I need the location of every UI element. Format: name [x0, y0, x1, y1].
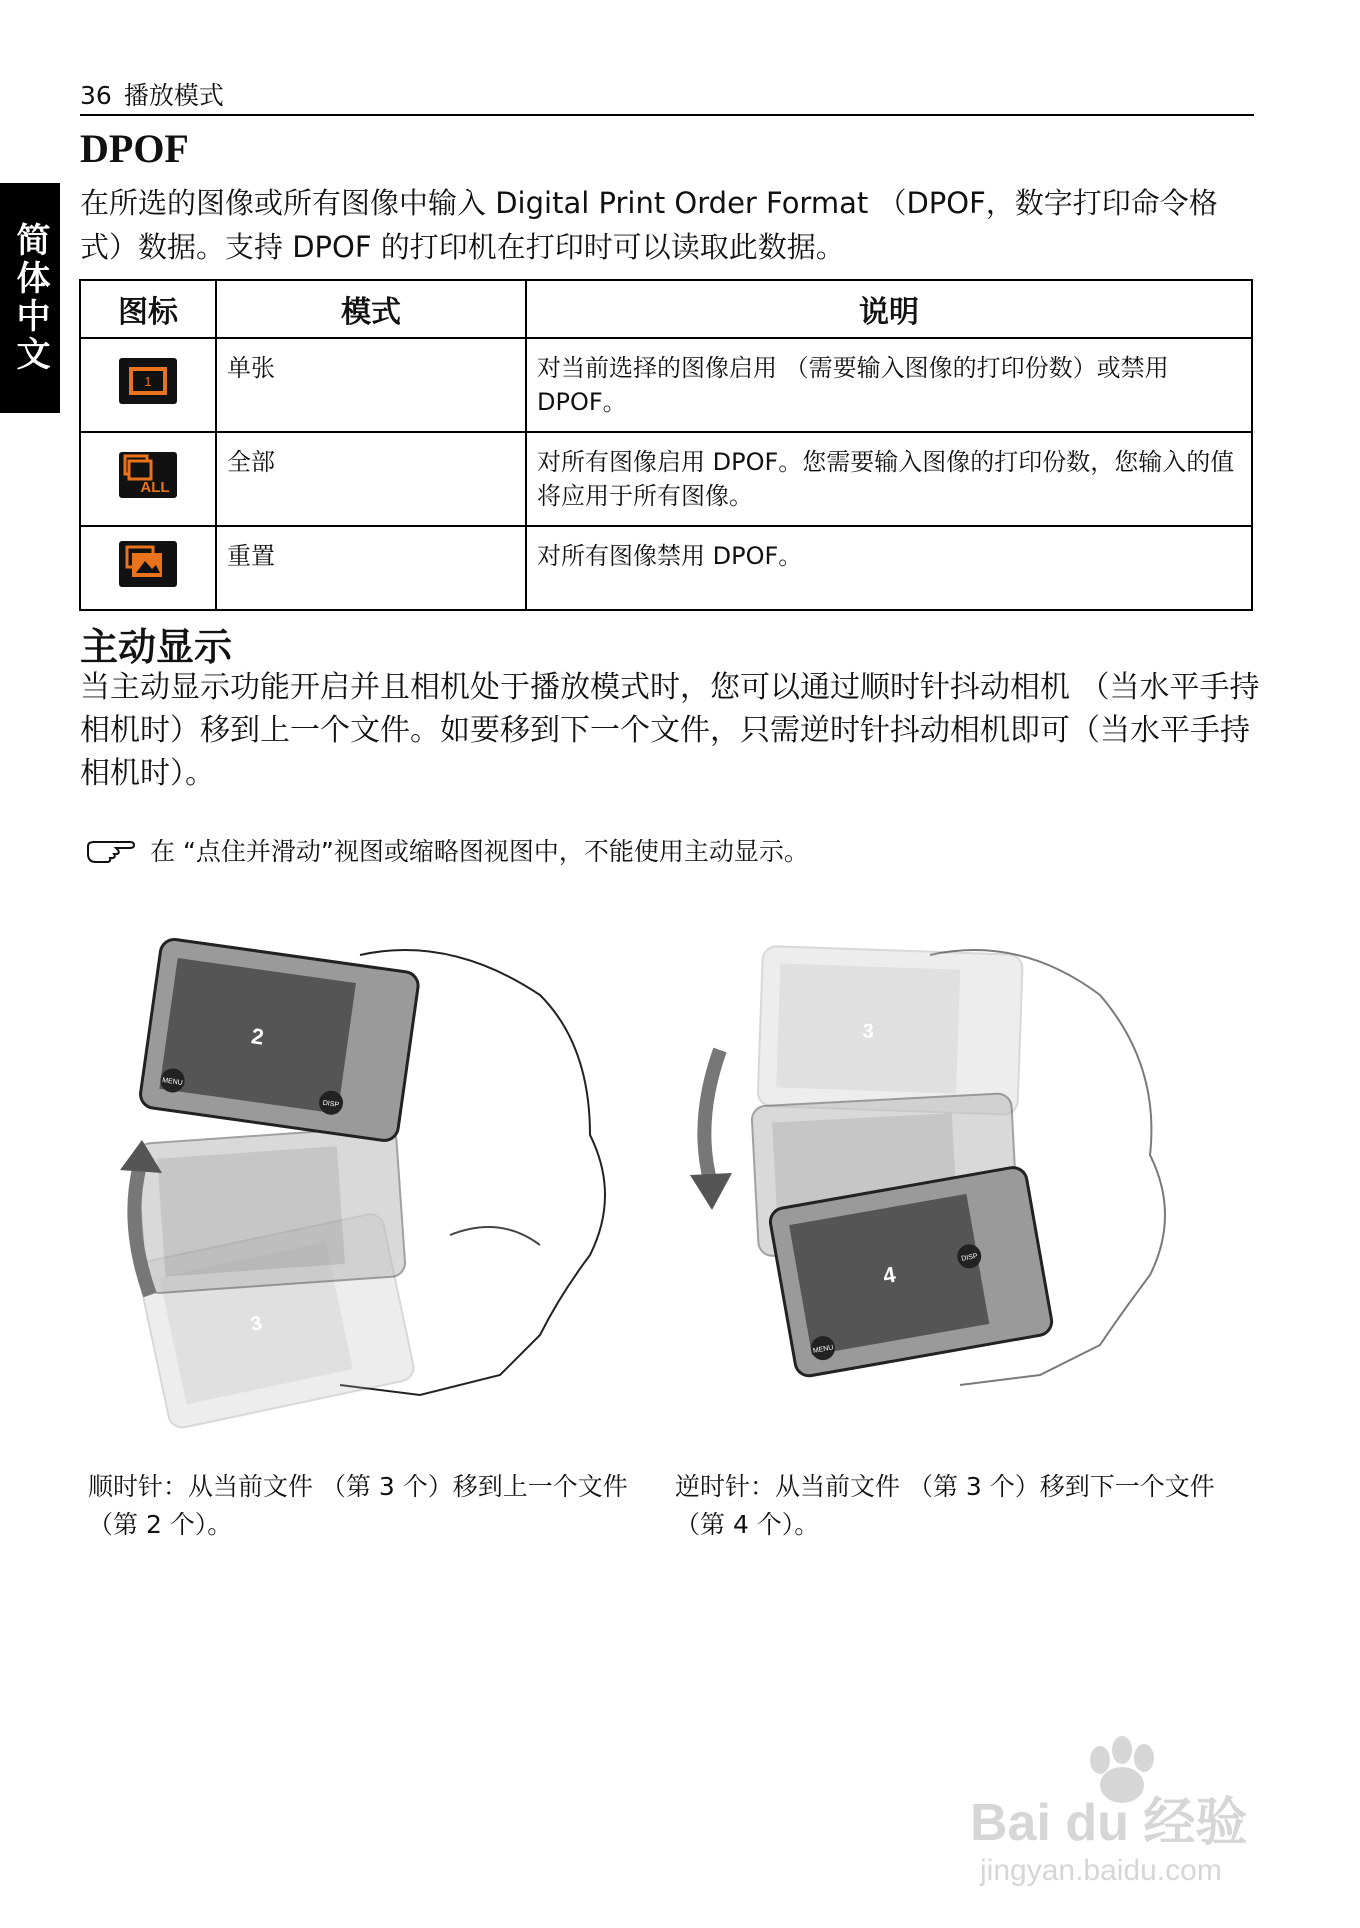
description-cell: 对所有图像启用 DPOF。您需要输入图像的打印份数，您输入的值将应用于所有图像。: [526, 432, 1252, 526]
disp-button-label: DISP: [960, 1252, 979, 1263]
counterclockwise-caption: 逆时针：从当前文件 （第 3 个）移到下一个文件 （第 4 个）。: [675, 1472, 1215, 1539]
counterclockwise-shake-illustration: [680, 935, 1240, 1435]
description-cell: 对当前选择的图像启用 （需要输入图像的打印份数）或禁用 DPOF。: [526, 338, 1252, 432]
mode-cell: 重置: [216, 526, 526, 610]
pointing-hand-icon: [86, 836, 136, 864]
dpof-all-label: ALL: [140, 478, 170, 496]
column-header-mode: 模式: [216, 280, 526, 338]
dpof-description: 在所选的图像或所有图像中输入 Digital Print Order Format （DPOF，数字打印命令格式）数据。支持 DPOF 的打印机在打印时可以读取此数据。: [80, 186, 1218, 264]
section-title: 播放模式: [123, 81, 224, 110]
icon-cell: [80, 526, 216, 610]
note-text: 在 “点住并滑动”视图或缩略图视图中，不能使用主动显示。: [150, 837, 809, 866]
dpof-single-label: 1: [144, 373, 152, 389]
menu-button-label: MENU: [161, 1077, 184, 1087]
clockwise-caption: 顺时针：从当前文件 （第 3 个）移到上一个文件 （第 2 个）。: [88, 1472, 628, 1539]
table-row: [80, 338, 1252, 432]
front-camera-number: 4: [881, 1261, 898, 1289]
page-header: [80, 76, 1254, 116]
language-side-tab: 简体中文: [0, 183, 60, 413]
page-number: 36: [80, 81, 112, 110]
watermark-graphic: [960, 1730, 1310, 1890]
icon-cell: [80, 338, 216, 432]
table-header-row: [80, 280, 1252, 338]
back-camera-number: 3: [248, 1312, 265, 1337]
counterclockwise-illustration-drawing: [680, 935, 1240, 1435]
watermark-url: jingyan.baidu.com: [980, 1854, 1222, 1887]
back-camera-number: 3: [862, 1020, 875, 1043]
table-row: [80, 526, 1252, 610]
watermark-brand: Bai du 经验: [970, 1794, 1248, 1852]
dpof-single-icon: [119, 358, 177, 404]
icon-cell: [80, 432, 216, 526]
baidu-watermark: [960, 1730, 1310, 1890]
description-cell: 对所有图像禁用 DPOF。: [526, 526, 1252, 610]
dpof-reset-icon: [119, 541, 177, 587]
mode-cell: 单张: [216, 338, 526, 432]
mode-cell: 全部: [216, 432, 526, 526]
dpof-all-icon: [119, 452, 177, 498]
front-camera-number: 2: [249, 1023, 266, 1050]
disp-button-label: DISP: [322, 1099, 340, 1109]
clockwise-illustration-drawing: [120, 935, 680, 1435]
dpof-mode-table: [79, 279, 1253, 611]
column-header-icon: 图标: [80, 280, 216, 338]
table-row: [80, 432, 1252, 526]
active-display-heading: 主动显示: [80, 625, 233, 669]
menu-button-label: MENU: [812, 1344, 834, 1355]
active-display-description: 当主动显示功能开启并且相机处于播放模式时，您可以通过顺时针抖动相机 （当水平手持相机时）移到上一个文件。如要移到下一个文件，只需逆时针抖动相机即可（当水平手持相机时）。: [80, 670, 1260, 791]
column-header-description: 说明: [526, 280, 1252, 338]
note: [86, 832, 809, 868]
clockwise-shake-illustration: [120, 935, 680, 1435]
dpof-heading: DPOF: [80, 126, 189, 171]
